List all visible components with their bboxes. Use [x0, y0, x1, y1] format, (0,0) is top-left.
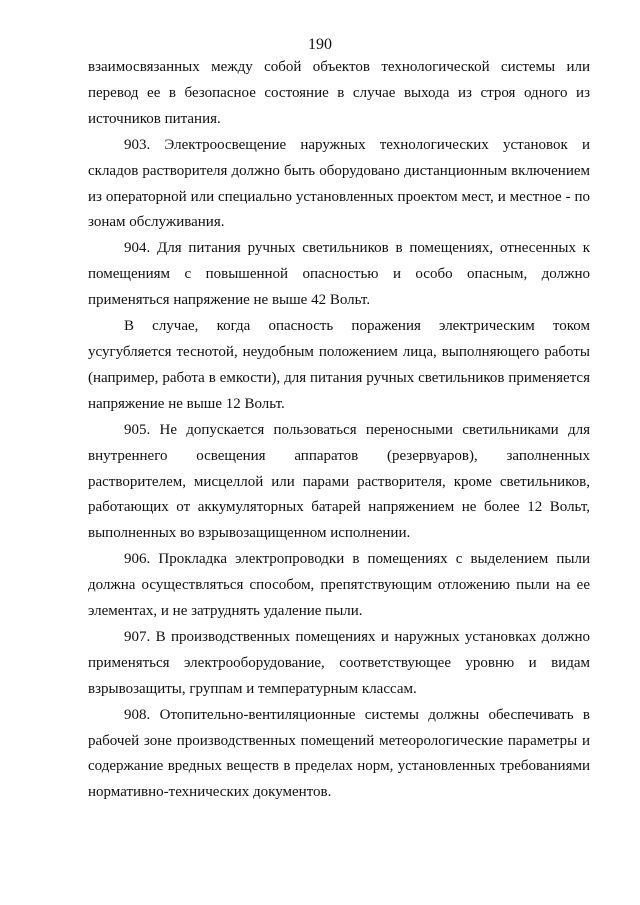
paragraph-906: 906. Прокладка электропроводки в помещениях с выделением пыли должна осуществляться способом, препятствующим отложению пыли на ее элементах, и не затруднять удаление пыли. [88, 551, 590, 620]
paragraph-905: 905. Не допускается пользоваться переносными светильниками для внутреннего освещения аппаратов (резервуаров), заполненных растворителем, мисцеллой или парами растворителя, кроме светильников, работающих от аккумуляторных батарей напряжением не более 12 Вольт, выполненных во взрывозащищенном исполнении. [88, 421, 590, 542]
page-number: 190 [308, 36, 332, 53]
document-body [88, 55, 590, 806]
paragraph-907: 907. В производственных помещениях и наружных установках должно применяться электрооборудование, соответствующее уровню и видам взрывозащиты, группам и температурным классам. [88, 628, 590, 697]
paragraph-908: 908. Отопительно-вентиляционные системы должны обеспечивать в рабочей зоне производственных помещений метеорологические параметры и содержание вредных веществ в пределах норм, установленных требованиями нормативно-технических документов. [88, 706, 590, 801]
paragraph-continuation: взаимосвязанных между собой объектов технологической системы или перевод ее в безопасное состояние в случае выхода из строя одного из источников питания. [88, 59, 590, 127]
paragraph-903: 903. Электроосвещение наружных технологических установок и складов растворителя должно быть оборудовано дистанционным включением из операторной или специально установленных проектом мест, и местное - по зонам обслуживания. [88, 136, 590, 231]
paragraph-904-note: В случае, когда опасность поражения электрическим током усугубляется теснотой, неудобным положением лица, выполняющего работы (например, работа в емкости), для питания ручных светильников применяется напряжение не выше 12 Вольт. [88, 318, 590, 412]
paragraph-904: 904. Для питания ручных светильников в помещениях, отнесенных к помещениям с повышенной опасностью и особо опасным, должно применяться напряжение не выше 42 Вольт. [88, 240, 590, 309]
